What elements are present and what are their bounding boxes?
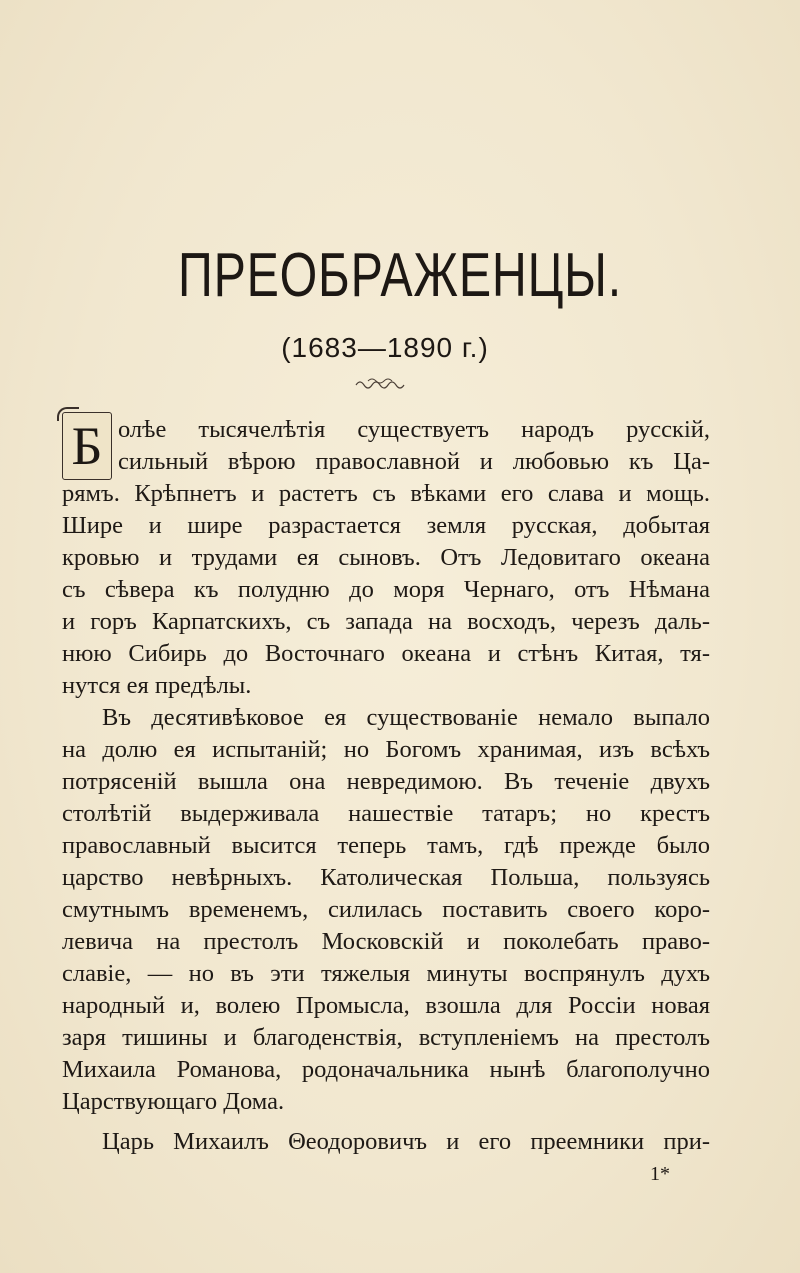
text-line: потрясеній вышла она невредимою. Въ теченіе двухъ bbox=[62, 768, 710, 795]
chapter-dates: (1683—1890 г.) bbox=[281, 332, 489, 363]
text-line: православный высится теперь тамъ, гдѣ прежде было bbox=[62, 832, 710, 859]
text-line: Михаила Романова, родоначальника нынѣ благополучно bbox=[62, 1056, 710, 1083]
text-line: съ сѣвера къ полудню до моря Чернаго, отъ Нѣмана bbox=[62, 576, 710, 603]
text-line: на долю ея испытаній; но Богомъ хранимая, изъ всѣхъ bbox=[62, 736, 710, 763]
text-line: народный и, волею Промысла, взошла для Россіи новая bbox=[62, 992, 710, 1019]
drop-cap-letter: Б bbox=[71, 416, 103, 476]
text-line: заря тишины и благоденствія, вступленіемъ на престолъ bbox=[62, 1024, 710, 1051]
text-line: олѣе тысячелѣтія существуетъ народъ русскій, bbox=[118, 416, 710, 443]
text-line: столѣтій выдерживала нашествіе татаръ; но крестъ bbox=[62, 800, 710, 827]
wavy-rule-ornament-icon bbox=[354, 376, 406, 390]
text-line: Шире и шире разрастается земля русская, добытая bbox=[62, 512, 710, 539]
text-line: царство невѣрныхъ. Католическая Польша, пользуясь bbox=[62, 864, 710, 891]
text-line: Царь Михаилъ Θеодоровичъ и его преемники при- bbox=[102, 1128, 710, 1155]
text-line: Въ десятивѣковое ея существованіе немало выпало bbox=[102, 704, 710, 731]
text-line: рямъ. Крѣпнетъ и растетъ съ вѣками его слава и мощь. bbox=[62, 480, 710, 507]
text-line: левича на престолъ Московскій и поколебать право- bbox=[62, 928, 710, 955]
text-line: нюю Сибирь до Восточнаго океана и стѣнъ Китая, тя- bbox=[62, 640, 710, 667]
drop-cap-flourish-icon bbox=[57, 407, 79, 421]
text-line: смутнымъ временемъ, силилась поставить своего коро- bbox=[62, 896, 710, 923]
text-line: кровью и трудами ея сыновъ. Отъ Ледовитаго океана bbox=[62, 544, 710, 571]
text-line: нутся ея предѣлы. bbox=[62, 672, 252, 699]
text-line: и горъ Карпатскихъ, съ запада на восходъ, черезъ даль- bbox=[62, 608, 710, 635]
text-line: славіе, — но въ эти тяжелыя минуты воспрянулъ духъ bbox=[62, 960, 710, 987]
drop-cap-initial bbox=[62, 412, 112, 480]
text-line: Царствующаго Дома. bbox=[62, 1088, 285, 1115]
text-line: сильный вѣрою православной и любовью къ Ца- bbox=[118, 448, 710, 475]
chapter-title: ПРЕОБРАЖЕНЦЫ. bbox=[178, 241, 622, 310]
page-number: 1* bbox=[650, 1163, 670, 1185]
